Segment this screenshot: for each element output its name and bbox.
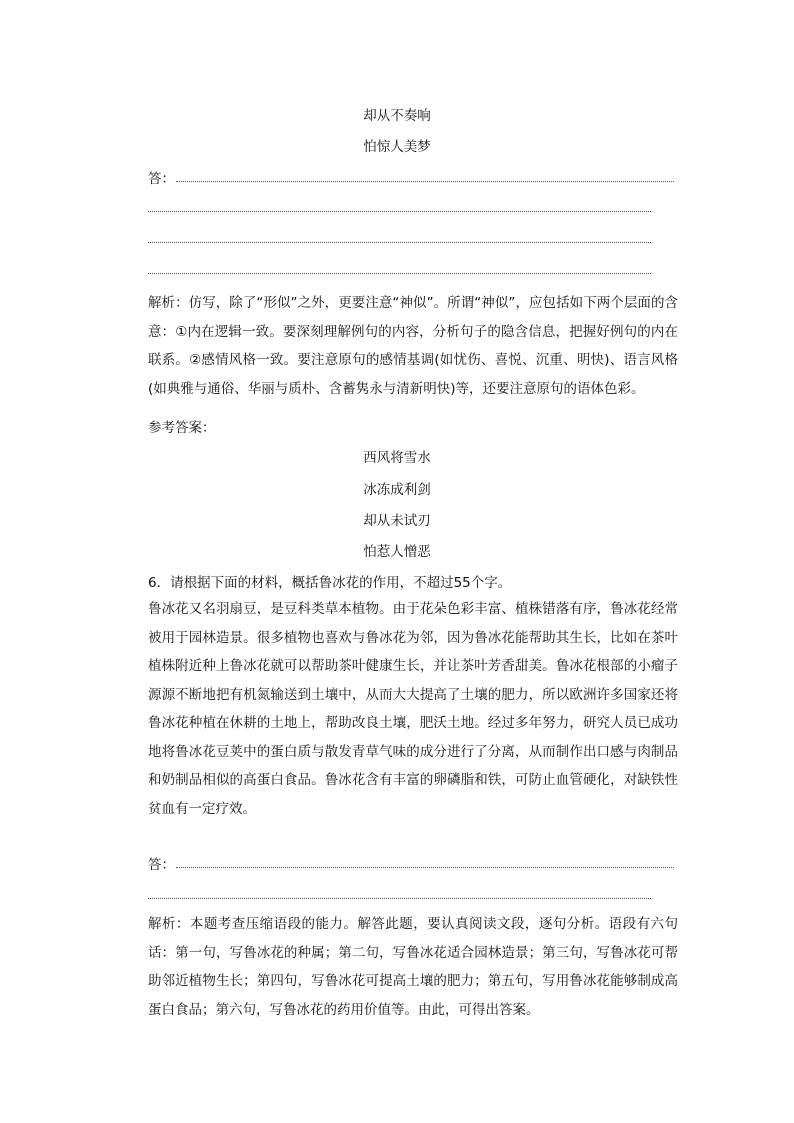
answer-label: 答： <box>148 857 175 873</box>
answer-blank-line[interactable] <box>148 898 651 899</box>
material-paragraph: 鲁冰花又名羽扇豆，是豆科类草本植物。由于花朵色彩丰富、植株错落有序，鲁冰花经常被用于园林造景。很多植物也喜欢与鲁冰花为邻，因为鲁冰花能帮助其生长，比如在茶叶植株附近种上鲁冰花就可以帮助茶叶健康生长，并让茶叶芳香甜美。鲁冰花根部的小瘤子源源不断地把有机氮输送到土壤中，从而大大提高了土壤的肥力，所以欧洲许多国家还将鲁冰花种植在休耕的土地上，帮助改良土壤，肥沃土地。经过多年努力，研究人员已成功地将鲁冰花豆荚中的蛋白质与散发青草气味的成分进行了分离，从而制作出口感与肉制品和奶制品相似的高蛋白食品。鲁冰花含有丰富的卵磷脂和铁，可防止血管硬化，对缺铁性贫血有一定疗效。 <box>148 601 678 817</box>
answer-blank-line[interactable] <box>176 181 674 182</box>
answer-blank-line[interactable] <box>148 211 651 212</box>
reference-poem-line: 冰冻成利剑 <box>363 482 431 498</box>
poem-line: 怕惊人美梦 <box>363 139 431 155</box>
reference-poem-line: 西风将雪水 <box>363 450 431 466</box>
analysis-paragraph: 解析：仿写，除了“形似”之外，更要注意“神似”。所谓“神似”，应包括如下两个层面的含意：①内在逻辑一致。要深刻理解例句的内容，分析句子的隐含信息，把握好例句的内在联系。②感情风格一致。要注意原句的感情基调(如忧伤、喜悦、沉重、明快)、语言风格(如典雅与通俗、华丽与质朴、含蓄隽永与清新明快)等，还要注意原句的语体色彩。 <box>148 295 678 397</box>
reference-answer-label: 参考答案： <box>148 420 216 436</box>
poem-line: 却从不奏响 <box>363 108 431 124</box>
question-6: 6．请根据下面的材料，概括鲁冰花的作用，不超过55个字。 <box>148 575 512 591</box>
answer-blank-line[interactable] <box>148 242 651 243</box>
reference-poem-line: 怕惹人憎恶 <box>363 544 431 560</box>
analysis-paragraph: 解析：本题考查压缩语段的能力。解答此题，要认真阅读文段，逐句分析。语段有六句话：第一句，写鲁冰花的种属；第二句，写鲁冰花适合园林造景；第三句，写鲁冰花可帮助邻近植物生长；第四句，写鲁冰花可提高土壤的肥力；第五句，写用鲁冰花能够制成高蛋白食品；第六句，写鲁冰花的药用价值等。由此，可得出答案。 <box>148 916 678 1018</box>
reference-poem-line: 却从未试刃 <box>363 513 431 529</box>
answer-blank-line[interactable] <box>148 273 651 274</box>
answer-label: 答： <box>148 171 175 187</box>
answer-blank-line[interactable] <box>176 867 674 868</box>
